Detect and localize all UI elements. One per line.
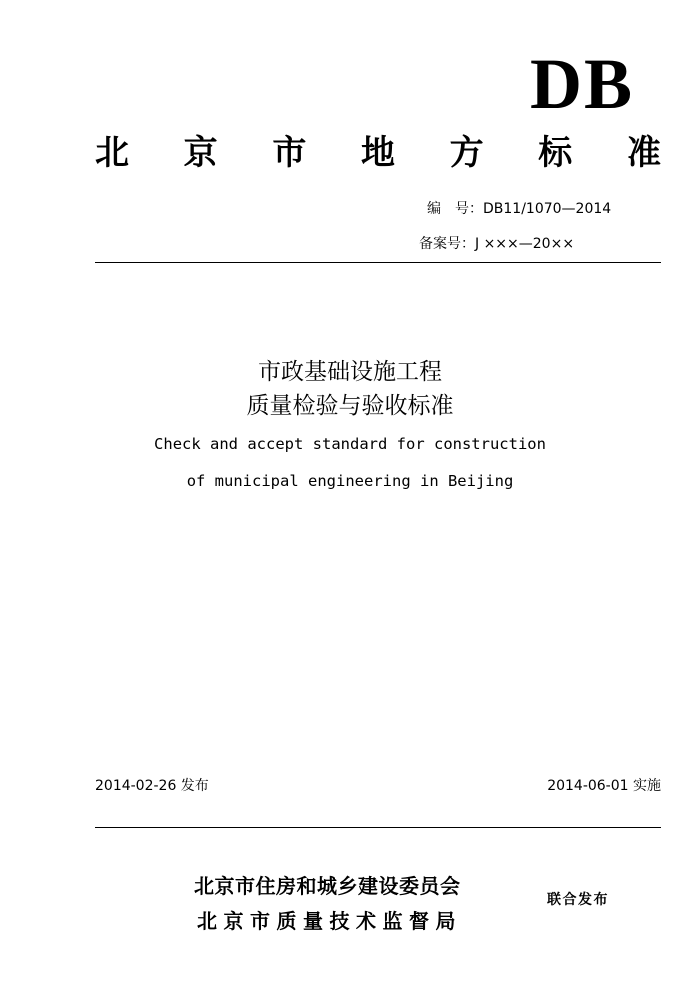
standard-type-char: 京: [183, 133, 218, 173]
standard-type-char: 地: [360, 133, 395, 173]
header-divider: [95, 262, 661, 263]
issue-date: 2014-02-26 发布: [95, 778, 209, 794]
standard-type-char: 市: [272, 133, 307, 173]
standard-type-char: 标: [538, 133, 573, 173]
standard-type-char: 准: [626, 133, 661, 173]
title-cn-line-2: 质量检验与验收标准: [246, 393, 454, 419]
standard-type-char: 方: [449, 133, 484, 173]
standard-type-char: 北: [95, 133, 129, 173]
title-cn-line-1: 市政基础设施工程: [258, 359, 442, 385]
filing-number: 备案号：J ×××—20××: [419, 236, 575, 252]
standard-type-heading: [95, 133, 661, 173]
title-en-line-2: of municipal engineering in Beijing: [186, 472, 514, 490]
document-number: 编 号：DB11/1070—2014: [427, 201, 612, 217]
issuer-housing-commission: 北京市住房和城乡建设委员会: [194, 874, 461, 898]
effective-date: 2014-06-01 实施: [547, 778, 661, 794]
title-en-line-1: Check and accept standard for construction: [154, 435, 546, 453]
db-logo: DB: [529, 44, 634, 124]
issuer-quality-bureau: 北京市质量技术监督局: [197, 909, 462, 933]
footer-divider: [95, 827, 661, 828]
title-block: [0, 355, 700, 500]
joint-release-label: 联合发布: [547, 892, 609, 908]
